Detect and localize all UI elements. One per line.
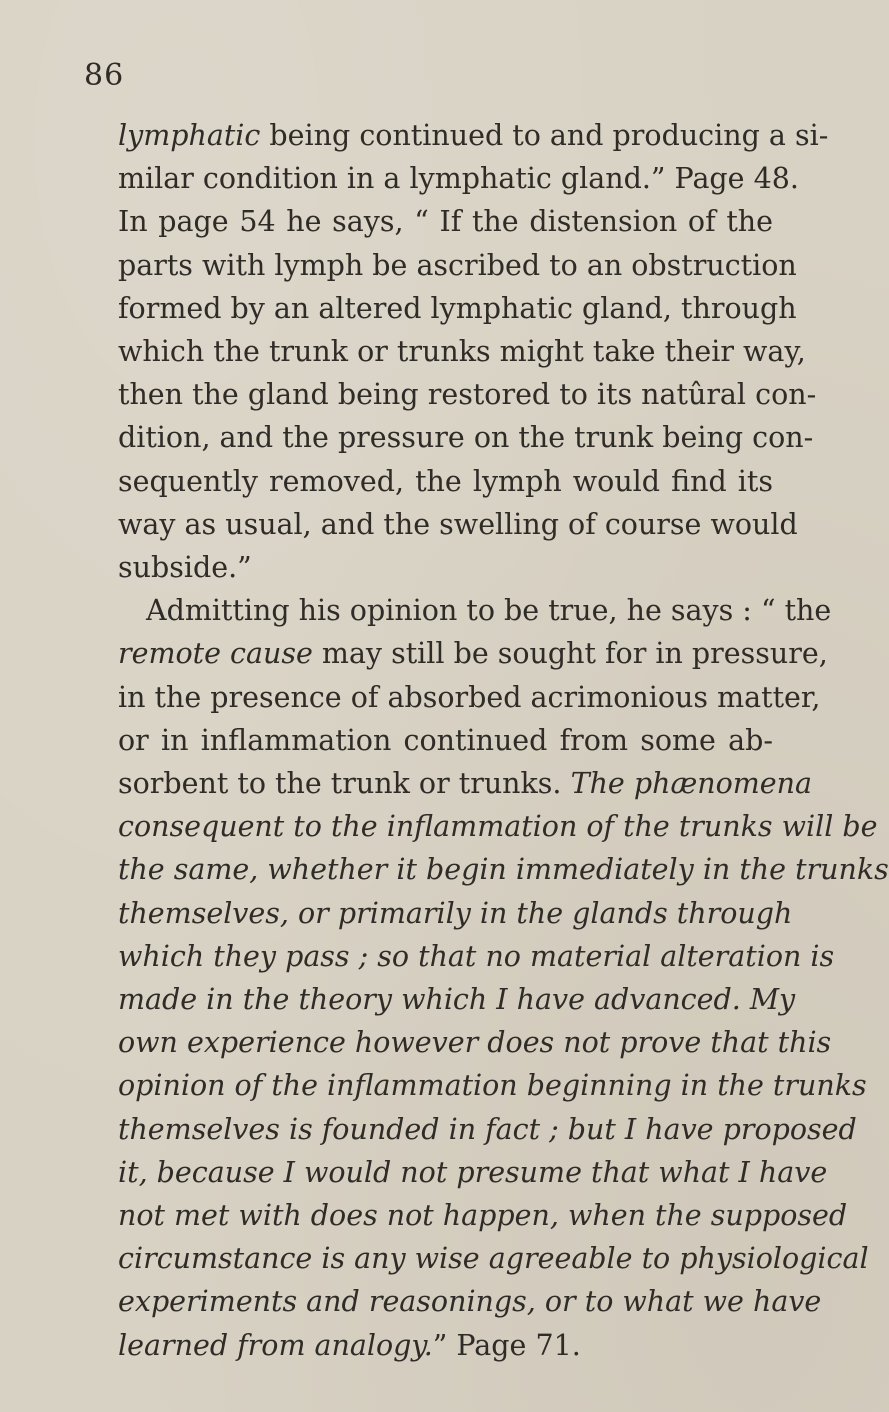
text-run: sorbent to the trunk or trunks. <box>118 767 571 801</box>
text-line <box>118 1108 857 1151</box>
text-line <box>118 244 797 287</box>
italic-text: the same, whether it begin immediately in the trunks <box>118 853 889 887</box>
text-line <box>118 1194 848 1237</box>
text-run: subside.” <box>118 551 252 585</box>
page-number: 86 <box>84 58 125 93</box>
text-line <box>118 892 793 935</box>
text-line <box>118 287 797 330</box>
text-line <box>118 1064 867 1107</box>
italic-text: opinion of the inflammation beginning in the trunks <box>118 1069 867 1103</box>
italic-text: themselves is founded in fact ; but I have proposed <box>118 1112 857 1146</box>
italic-text: experiments and reasonings, or to what we have <box>118 1285 822 1319</box>
text-run: parts with lymph be ascribed to an obstruction <box>118 248 797 282</box>
text-run: may still be sought for in pressure, <box>312 637 828 671</box>
text-line <box>118 546 773 589</box>
body-text <box>118 114 889 1367</box>
italic-text: remote cause <box>118 637 313 671</box>
italic-text: not met with does not happen, when the supposed <box>118 1199 848 1233</box>
text-line <box>118 460 773 503</box>
text-run: being continued to and producing a si- <box>260 119 829 152</box>
text-run: in the presence of absorbed acrimonious matter, <box>118 680 821 714</box>
text-run: In page 54 he says, “ If the distension of the <box>118 205 773 239</box>
italic-text: own experience however does not prove that this <box>118 1026 832 1060</box>
text-line <box>118 935 835 978</box>
text-run: then the gland being restored to its natûral con- <box>118 378 817 412</box>
italic-text: which they pass ; so that no material alteration is <box>118 939 835 973</box>
italic-text: lymphatic <box>118 119 261 152</box>
text-line <box>118 200 773 243</box>
italic-text: circumstance is any wise agreeable to physiological <box>118 1242 869 1276</box>
text-run: which the trunk or trunks might take their way, <box>118 335 806 369</box>
text-line <box>118 1324 773 1367</box>
text-line <box>118 762 812 805</box>
text-line <box>118 848 889 891</box>
text-line <box>118 1021 832 1064</box>
text-line <box>118 719 773 762</box>
text-run: dition, and the pressure on the trunk being con- <box>118 421 814 455</box>
text-run: or in inflammation continued from some ab- <box>118 723 773 757</box>
text-line <box>118 589 832 632</box>
text-line <box>118 416 814 459</box>
text-run: Admitting his opinion to be true, he says : “ the <box>146 594 832 628</box>
text-line <box>118 632 828 675</box>
text-line <box>118 157 799 200</box>
text-line <box>118 1280 822 1323</box>
text-line <box>118 330 806 373</box>
text-line <box>118 676 821 719</box>
italic-text: consequent to the inflammation of the trunks will be <box>118 810 878 844</box>
text-run: sequently removed, the lymph would find its <box>118 464 773 498</box>
italic-text: themselves, or primarily in the glands through <box>118 896 793 930</box>
text-line <box>118 503 798 546</box>
text-line <box>118 1237 869 1280</box>
text-run: way as usual, and the swelling of course would <box>118 507 798 541</box>
text-run: milar condition in a lymphatic gland.” Page 48. <box>118 162 799 196</box>
text-line <box>118 1151 828 1194</box>
text-line <box>118 805 878 848</box>
italic-text: it, because I would not presume that what I have <box>118 1155 828 1189</box>
text-run: formed by an altered lymphatic gland, through <box>118 291 797 325</box>
italic-text: made in the theory which I have advanced. My <box>118 983 796 1017</box>
text-line <box>118 114 829 157</box>
text-run: ” Page 71. <box>432 1328 581 1362</box>
text-line <box>118 373 817 416</box>
italic-text: learned from analogy. <box>118 1328 433 1362</box>
italic-text: The phænomena <box>570 767 812 801</box>
text-line <box>118 978 796 1021</box>
